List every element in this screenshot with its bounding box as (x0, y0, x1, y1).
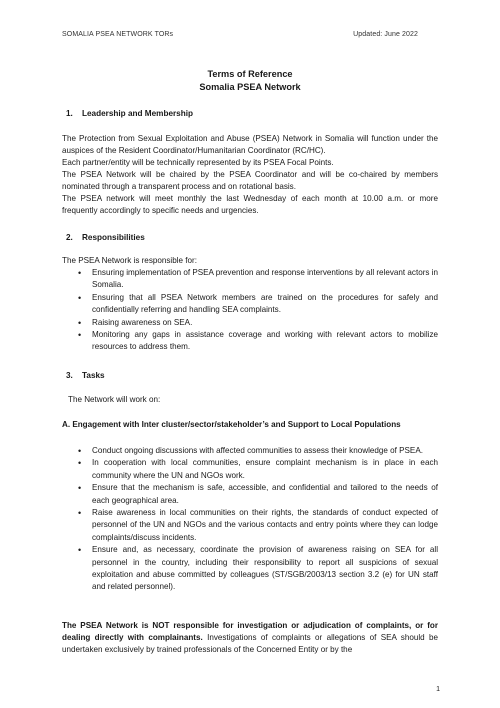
subsection-a-heading: A. Engagement with Inter cluster/sector/stakeholder’s and Support to Local Populations (62, 420, 401, 429)
list-item: • Ensure that the mechanism is safe, accessible, and confidential and tailored to the needs of each geographical area. (92, 482, 438, 507)
list-item: • Raising awareness on SEA. (92, 317, 438, 329)
tasks-list (92, 445, 438, 594)
section-2-title: Responsibilities (82, 233, 145, 242)
document-subtitle: Somalia PSEA Network (199, 82, 301, 92)
header-right: Updated: June 2022 (353, 31, 418, 38)
section-3-intro: The Network will work on: (68, 395, 161, 404)
section-1-title: Leadership and Membership (82, 109, 194, 118)
list-item: • Ensuring implementation of PSEA prevention and response interventions by all relevant actors in Somalia. (92, 267, 438, 292)
header-left: SOMALIA PSEA NETWORK TORs (62, 31, 174, 38)
section-3-number: 3. (66, 371, 73, 380)
list-item: • Ensuring that all PSEA Network members are trained on the procedures for safely and confidentially referring and handling SEA complaints. (92, 292, 438, 317)
section-1-paragraph: The PSEA network will meet monthly the last Wednesday of each month at 10.00 a.m. or more frequently accordingly to specific needs and urgencies. (62, 194, 438, 215)
section-1-paragraph: The Protection from Sexual Exploitation and Abuse (PSEA) Network in Somalia will function under the auspices of the Resident Coordinator/Humanitarian Coordinator (RC/HC). (62, 134, 438, 155)
document-title: Terms of Reference (207, 69, 293, 79)
section-2-heading (66, 233, 145, 242)
responsibilities-list (92, 267, 438, 354)
section-3-title: Tasks (82, 371, 105, 380)
section-2-number: 2. (66, 233, 73, 242)
page-number: 1 (436, 686, 440, 693)
section-1-heading (66, 109, 193, 118)
closing-bold-text: The PSEA Network is NOT responsible for investigation or adjudication of complaints, or for dealing directly with complainants. (62, 621, 438, 642)
section-1-number: 1. (66, 109, 73, 118)
section-2-intro: The PSEA Network is responsible for: (62, 256, 197, 265)
section-3-heading (66, 371, 105, 380)
section-1-paragraph: Each partner/entity will be technically represented by its PSEA Focal Points. (62, 158, 334, 167)
list-item: • Monitoring any gaps in assistance coverage and working with relevant actors to mobilize resources to address them. (92, 329, 438, 354)
list-item: • Raise awareness in local communities on their rights, the standards of conduct expected of personnel of the UN and NGOs and the various contacts and entry points where they can lodge complaints/discuss incidents. (92, 507, 438, 544)
list-item: • Ensure and, as necessary, coordinate the provision of awareness raising on SEA for all personnel in the country, including their responsibility to report all suspicions of sexual exploitation and abuse committed by colleagues (ST/SGB/2003/13 section 3.2 (e) for UN staff and related personnel). (92, 544, 438, 594)
closing-text: Investigations of complaints or allegations of SEA should be undertaken exclusively by trained professionals of the Concerned Entity or by the (62, 633, 438, 654)
closing-paragraph (62, 620, 438, 656)
section-1-paragraph: The PSEA Network will be chaired by the PSEA Coordinator and will be co-chaired by members nominated through a transparent process and on rotational basis. (62, 170, 438, 191)
list-item: • Conduct ongoing discussions with affected communities to assess their knowledge of PSEA. (92, 445, 438, 457)
list-item: • In cooperation with local communities, ensure complaint mechanism is in place in each community where the UN and NGOs work. (92, 457, 438, 482)
